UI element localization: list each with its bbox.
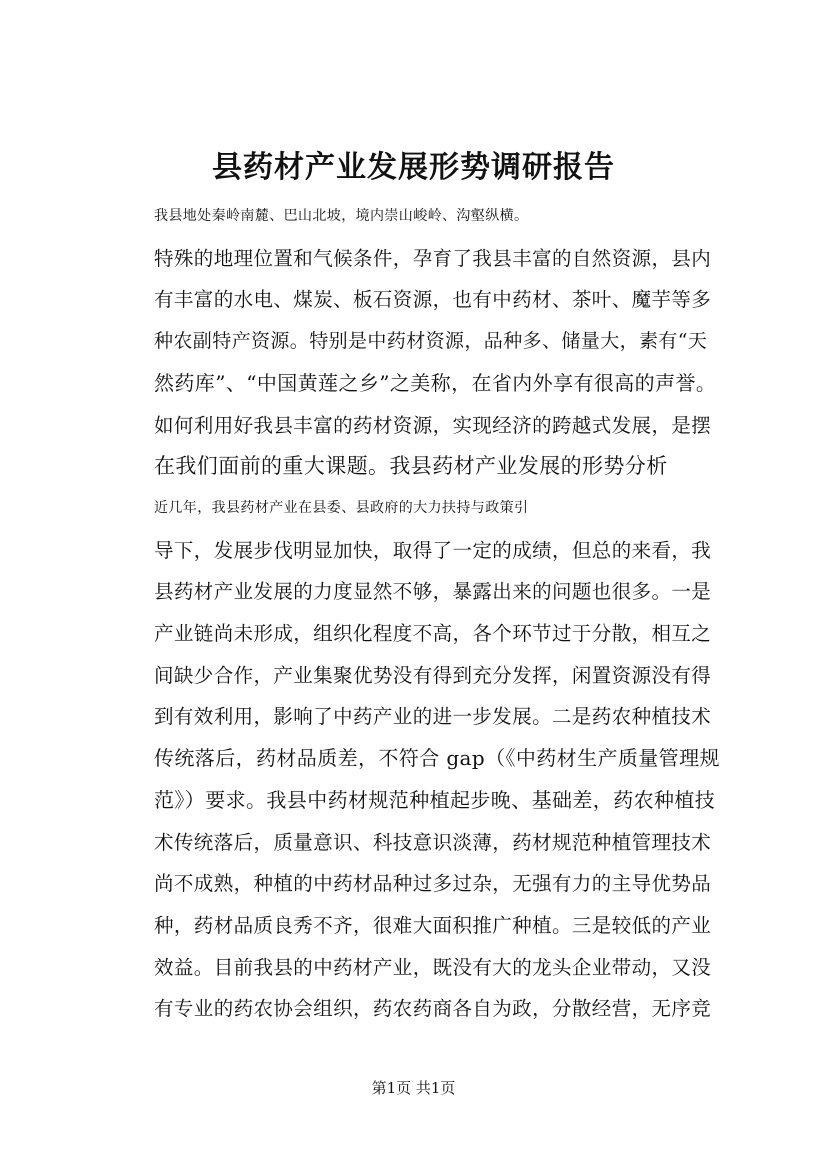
text-line: 导下，发展步伐明显加快，取得了一定的成绩，但总的来看，我 [154, 538, 712, 562]
text-line: 种农副特产资源。特别是中药材资源，品种多、储量大，素有“天 [154, 330, 708, 353]
text-line: 效益。目前我县的中药材产业，既没有大的龙头企业带动，又没 [154, 955, 712, 979]
text-line: 近几年，我县药材产业在县委、县政府的大力扶持与政策引 [154, 499, 529, 516]
text-line: 种，药材品质良秀不齐，很难大面积推广种植。三是较低的产业 [154, 913, 712, 937]
text-line: 有专业的药农协会组织，药农药商各自为政，分散经营，无序竞 [154, 997, 712, 1021]
text-line: 术传统落后，质量意识、科技意识淡薄，药材规范种植管理技术 [154, 830, 712, 854]
text-line: 然药库”、“中国黄莲之乡”之美称，在省内外享有很高的声誉。 [154, 370, 717, 395]
text-line: 县药材产业发展的力度显然不够，暴露出来的问题也很多。一是 [154, 580, 712, 604]
text-line: 到有效利用，影响了中药产业的进一步发展。二是药农种植技术 [154, 705, 712, 729]
text-line: 有丰富的水电、煤炭、板石资源，也有中药材、茶叶、魔芋等多 [154, 288, 712, 312]
text-line: 间缺少合作，产业集聚优势没有得到充分发挥，闲置资源没有得 [154, 663, 712, 687]
paragraph-2 [110, 488, 720, 1030]
page-title: 县药材产业发展形势调研报告 [212, 150, 615, 185]
text-line: 在我们面前的重大课题。我县药材产业发展的形势分析 [154, 454, 668, 479]
paragraph-1 [110, 196, 720, 488]
document-body [110, 196, 720, 1030]
text-line: 尚不成熟，种植的中药材品种过多过杂，无强有力的主导优势品 [154, 872, 712, 896]
text-line: 范》）要求。我县中药材规范种植起步晚、基础差，药农种植技 [154, 787, 716, 812]
text-line: 传统落后，药材品质差，不符合 gap（《中药材生产质量管理规 [154, 746, 720, 771]
text-line: 我县地处秦岭南麓、巴山北坡，境内崇山峻岭、沟壑纵横。 [154, 208, 529, 224]
text-line: 特殊的地理位置和气候条件，孕育了我县丰富的自然资源，县内 [154, 246, 712, 270]
text-line: 如何利用好我县丰富的药材资源，实现经济的跨越式发展，是摆 [154, 413, 712, 437]
text-line: 产业链尚未形成，组织化程度不高，各个环节过于分散，相互之 [154, 622, 712, 646]
page-footer: 第1页 共1页 [371, 1079, 456, 1097]
